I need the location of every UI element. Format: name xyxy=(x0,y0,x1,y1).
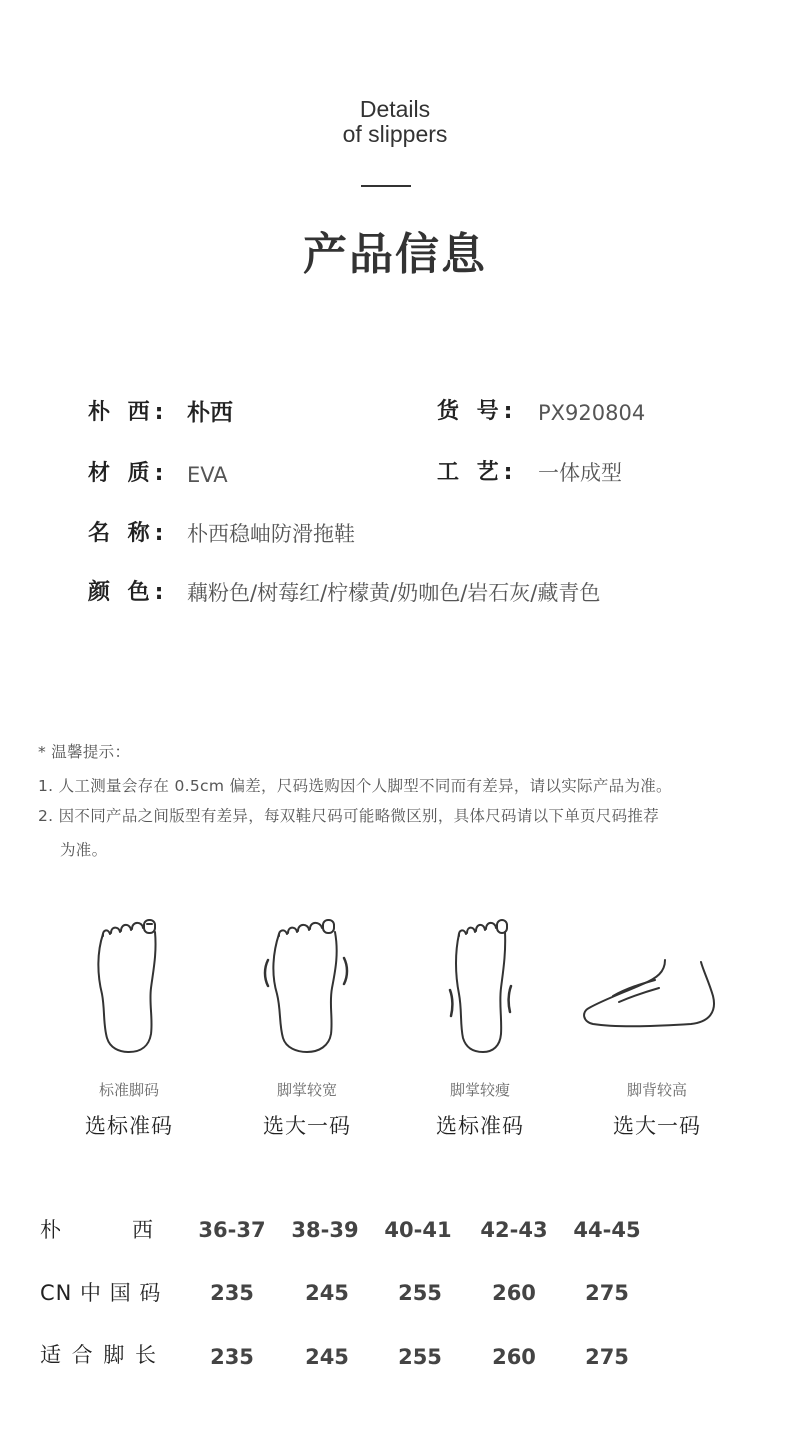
foot-advice-1: 选标准码 xyxy=(85,1114,173,1138)
row-label-cn-size: CN 中 国 码 xyxy=(40,1281,162,1305)
tips-line-2: 2. 因不同产品之间版型有差异，每双鞋尺码可能略微区别，具体尺码请以下单页尺码推荐 xyxy=(38,807,660,825)
table-cell: 255 xyxy=(398,1281,442,1305)
foot-advice-2: 选大一码 xyxy=(263,1114,351,1138)
header-english-line2: of slippers xyxy=(342,121,448,147)
color-label: 颜 色: xyxy=(88,580,169,605)
craft-value: 一体成型 xyxy=(538,461,622,485)
foot-advice-3: 选标准码 xyxy=(436,1114,524,1138)
tips-line-1: 1. 人工测量会存在 0.5cm 偏差，尺码选购因个人脚型不同而有差异，请以实际产品为准。 xyxy=(38,777,672,795)
sku-label: 货 号: xyxy=(437,399,518,424)
name-label: 名 称: xyxy=(88,521,169,546)
foot-type-label-3: 脚掌较瘦 xyxy=(449,1081,510,1099)
table-cell: 245 xyxy=(305,1281,349,1305)
table-cell: 38-39 xyxy=(291,1218,359,1242)
table-cell: 42-43 xyxy=(480,1218,548,1242)
header-divider xyxy=(361,185,411,187)
table-cell: 260 xyxy=(492,1281,536,1305)
sku-value: PX920804 xyxy=(538,401,646,425)
table-cell: 36-37 xyxy=(198,1218,266,1242)
table-cell: 275 xyxy=(585,1281,629,1305)
tips-heading: * 温馨提示： xyxy=(38,743,131,761)
header-english-line1: Details xyxy=(359,96,431,122)
slim-foot-icon xyxy=(413,912,553,1062)
brand-value: 朴西 xyxy=(187,400,233,426)
table-cell: 255 xyxy=(398,1345,442,1369)
table-cell: 44-45 xyxy=(573,1218,641,1242)
row-label-brand: 朴 西 xyxy=(40,1218,155,1242)
brand-label: 朴 西: xyxy=(88,400,169,425)
page-title: 产品信息 xyxy=(303,229,487,280)
craft-label: 工 艺: xyxy=(437,460,518,485)
foot-type-label-4: 脚背较高 xyxy=(626,1081,687,1099)
material-label: 材 质: xyxy=(88,461,169,486)
wide-foot-icon xyxy=(237,912,377,1062)
table-cell: 235 xyxy=(210,1345,254,1369)
table-cell: 40-41 xyxy=(384,1218,452,1242)
material-value: EVA xyxy=(187,463,228,487)
table-cell: 275 xyxy=(585,1345,629,1369)
table-cell: 245 xyxy=(305,1345,349,1369)
high-instep-foot-icon xyxy=(579,912,719,1062)
foot-advice-4: 选大一码 xyxy=(613,1114,701,1138)
name-value: 朴西稳岫防滑拖鞋 xyxy=(187,522,355,546)
foot-type-label-1: 标准脚码 xyxy=(98,1081,159,1099)
color-value: 藕粉色/树莓红/柠檬黄/奶咖色/岩石灰/藏青色 xyxy=(187,581,601,605)
table-cell: 260 xyxy=(492,1345,536,1369)
table-cell: 235 xyxy=(210,1281,254,1305)
tips-line-3: 为准。 xyxy=(60,841,108,859)
standard-foot-icon xyxy=(59,912,199,1062)
row-label-foot-length: 适 合 脚 长 xyxy=(40,1343,159,1367)
foot-type-label-2: 脚掌较宽 xyxy=(276,1081,337,1099)
